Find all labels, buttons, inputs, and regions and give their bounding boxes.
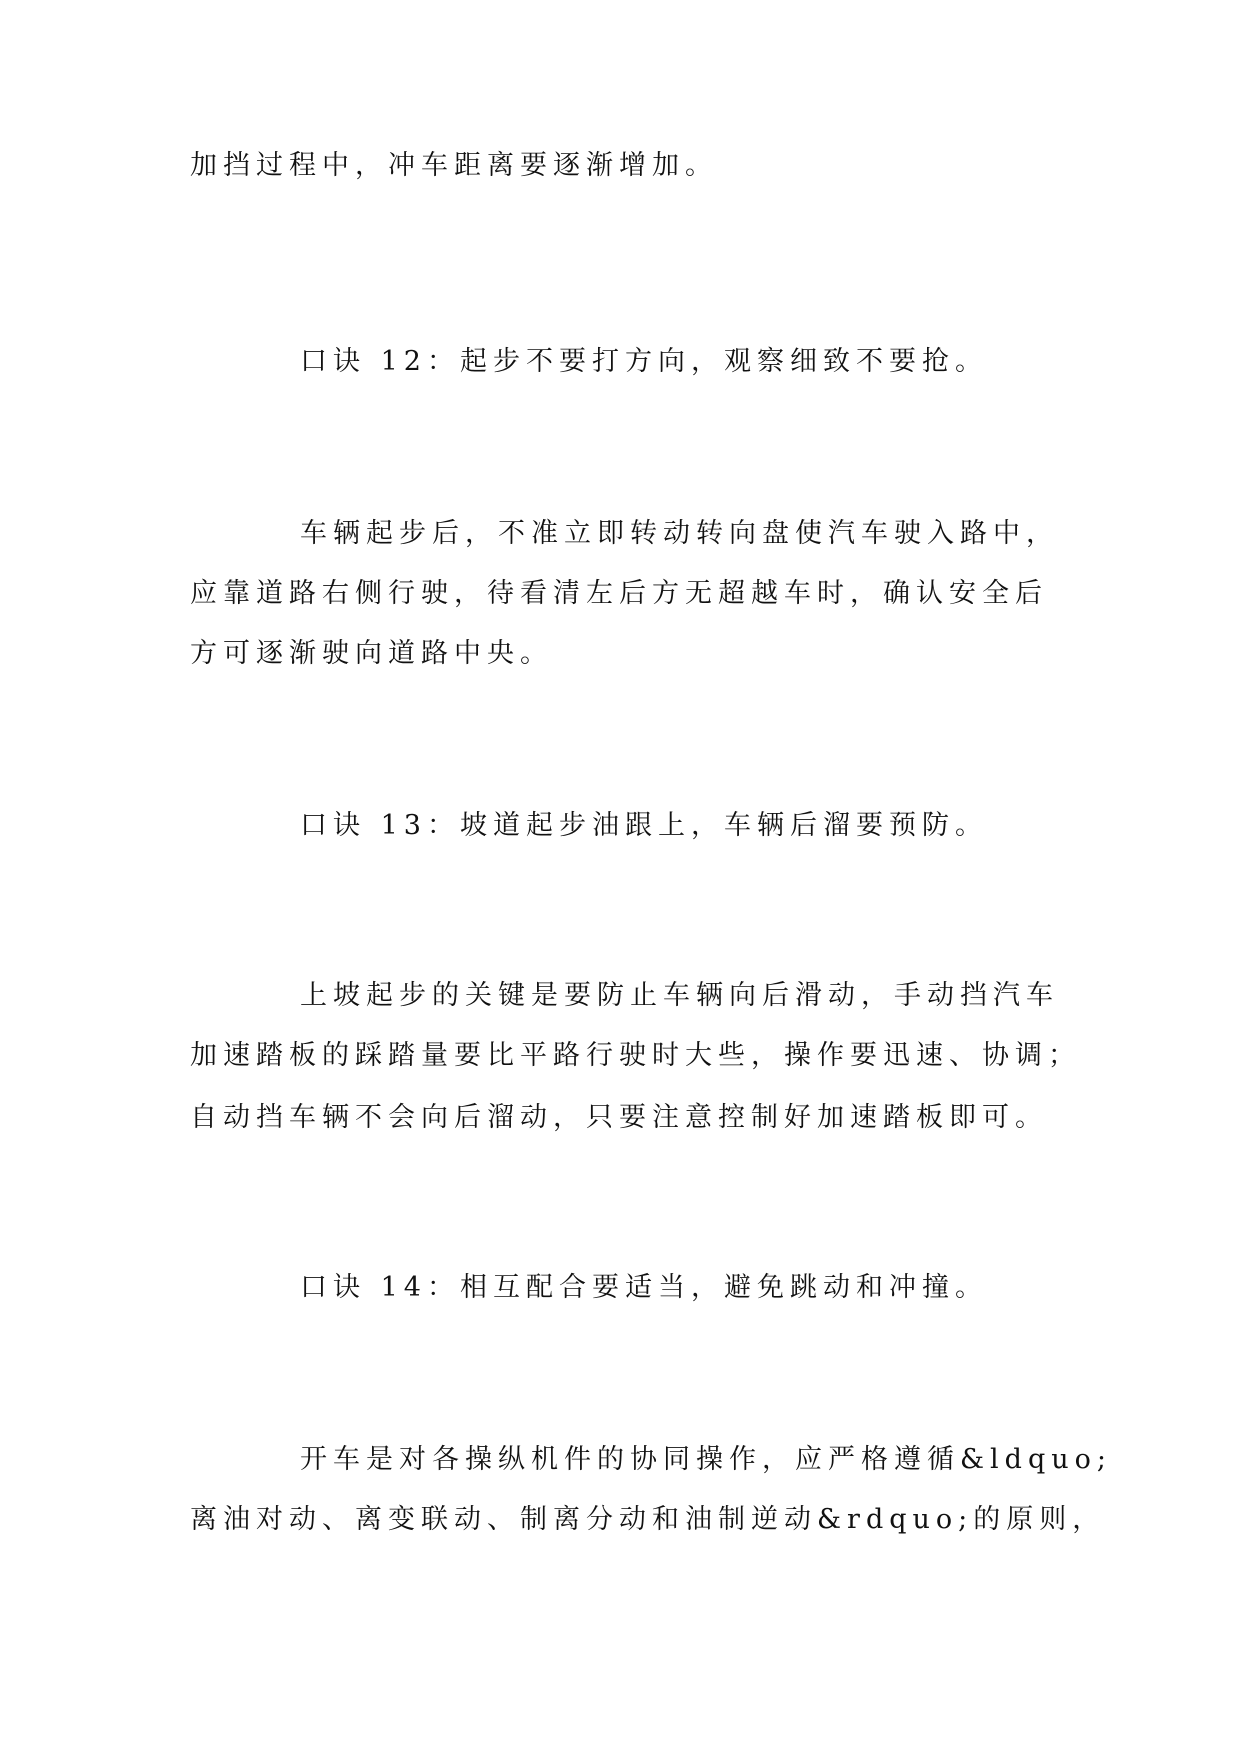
body-text-line: 车辆起步后，不准立即转动转向盘使汽车驶入路中， xyxy=(300,518,1059,549)
body-text-line: 加挡过程中，冲车距离要逐渐增加。 xyxy=(190,150,718,181)
body-text-line: 上坡起步的关键是要防止车辆向后滑动，手动挡汽车 xyxy=(300,980,1059,1011)
body-text-line: 自动挡车辆不会向后溜动，只要注意控制好加速踏板即可。 xyxy=(190,1102,1048,1133)
body-text-line: 方可逐渐驶向道路中央。 xyxy=(190,638,553,669)
mnemonic-heading: 口诀 12：起步不要打方向，观察细致不要抢。 xyxy=(300,346,988,377)
mnemonic-heading: 口诀 14：相互配合要适当，避免跳动和冲撞。 xyxy=(300,1272,988,1303)
body-text-line: 加速踏板的踩踏量要比平路行驶时大些，操作要迅速、协调； xyxy=(190,1040,1081,1071)
body-text-line: 应靠道路右侧行驶，待看清左后方无超越车时，确认安全后 xyxy=(190,578,1048,609)
body-text-line: 开车是对各操纵机件的协同操作，应严格遵循&ldquo; xyxy=(300,1444,1112,1475)
mnemonic-heading: 口诀 13：坡道起步油跟上，车辆后溜要预防。 xyxy=(300,810,988,841)
body-text-line: 离油对动、离变联动、制离分动和油制逆动&rdquo;的原则， xyxy=(190,1504,1106,1535)
